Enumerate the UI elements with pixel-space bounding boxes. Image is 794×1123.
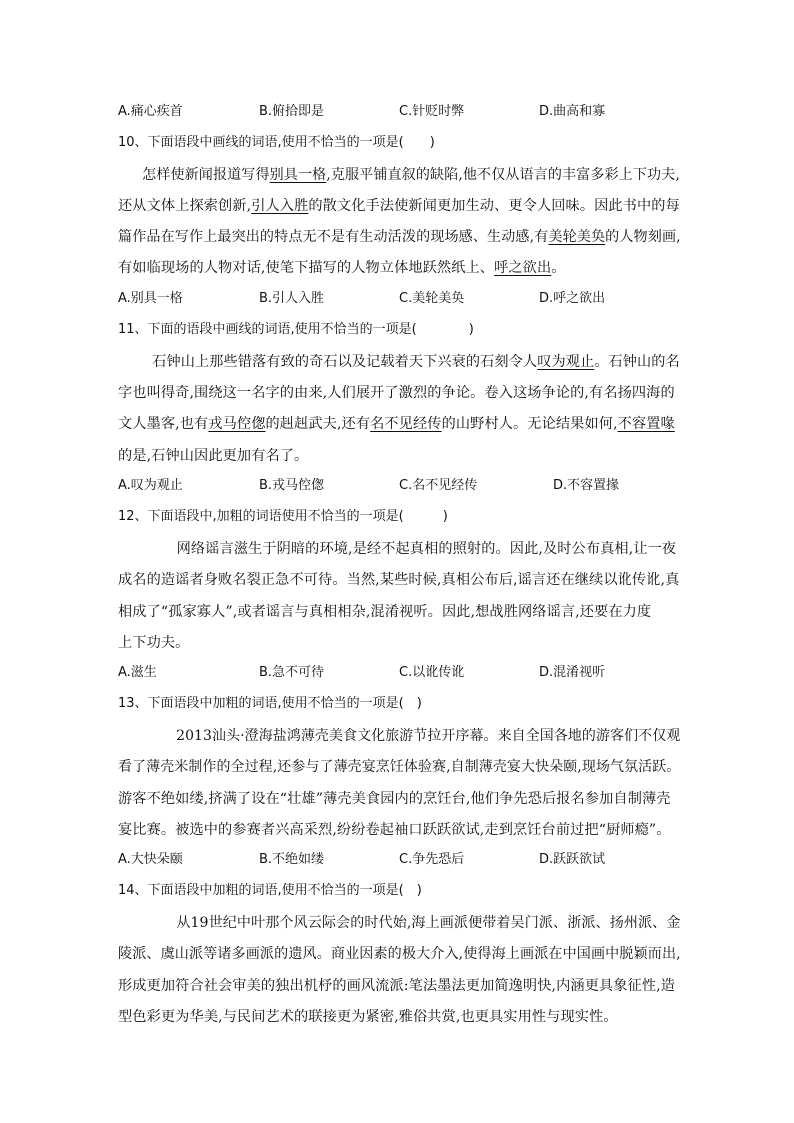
- q12-line-1: 网络谣言滋生于阴暗的环境,是经不起真相的照射的。因此,及时公布真相,让一夜: [148, 541, 677, 557]
- q14-line-4: 型色彩更为华美,与民间艺术的联接更为紧密,雅俗共赏,也更具实用性与现实性。: [118, 1009, 618, 1025]
- q13-stem: 13、下面语段中加粗的词语,使用不恰当的一项是( ): [118, 696, 422, 711]
- q10-underline-2: 引人入胜: [251, 198, 309, 214]
- q13-option-a: A.大快朵颐: [118, 852, 183, 867]
- q10-underline-4: 呼之欲出: [494, 260, 552, 276]
- q12-line-4: 上下功夫。: [118, 635, 190, 651]
- q12-stem: 12、下面语段中,加粗的词语使用不恰当的一项是( ): [118, 509, 448, 524]
- q13-option-c: C.争先恐后: [399, 852, 465, 867]
- q14-stem: 14、下面语段中加粗的词语,使用不恰当的一项是( ): [118, 883, 422, 898]
- q10-line-1: 怎样使新闻报道写得别具一格,克服平铺直叙的缺陷,他不仅从语言的丰富多彩上下功夫,: [128, 167, 680, 183]
- q10-underline-1: 别具一格: [269, 167, 327, 183]
- q10-option-d: D.呼之欲出: [539, 291, 606, 306]
- q12-option-d: D.混淆视听: [539, 665, 606, 680]
- q10-option-b: B.引人入胜: [259, 291, 325, 306]
- q11-underline-1: 叹为观止: [537, 354, 595, 370]
- q13-line-2: 看了薄壳米制作的全过程,还参与了薄壳宴烹饪体验赛,自制薄壳宴大快朵颐,现场气氛活跃。: [118, 759, 681, 775]
- q12-line-2: 成名的造谣者身败名裂正急不可待。当然,某些时候,真相公布后,谣言还在继续以讹传讹,真: [118, 572, 680, 588]
- q12-option-b: B.急不可待: [259, 665, 325, 680]
- q9-option-a: A.痛心疾首: [118, 104, 183, 119]
- q10-line-4: 有如临现场的人物对话,使笔下描写的人物立体地跃然纸上、呼之欲出。: [118, 260, 566, 276]
- q10-line-3: 篇作品在写作上最突出的特点无不是有生动活泼的现场感、生动感,有美轮美奂的人物刻画,: [118, 229, 681, 245]
- q10-option-a: A.别具一格: [118, 291, 183, 306]
- q13-line-1: 2013汕头·澄海盐鸿薄壳美食文化旅游节拉开序幕。来自全国各地的游客们不仅观: [148, 728, 681, 744]
- q9-option-c: C.针贬时弊: [399, 104, 465, 119]
- q11-underline-4: 不容置喙: [617, 416, 675, 432]
- q11-underline-2: 戎马倥偬: [208, 416, 266, 432]
- q13-line-3: 游客不绝如缕,挤满了设在“壮雄”薄壳美食园内的烹饪台,他们争先恐后报名参加自制薄壳: [118, 791, 671, 807]
- q11-line-3: 文人墨客,也有戎马倥偬的赳赳武夫,还有名不见经传的山野村人。无论结果如何,不容置喙: [118, 416, 675, 432]
- q11-option-d: D.不容置掾: [553, 478, 620, 493]
- q10-underline-3: 美轮美奂: [548, 229, 606, 245]
- q13-option-d: D.跃跃欲试: [539, 852, 606, 867]
- q13-line-4: 宴比赛。被选中的参赛者兴高采烈,纷纷卷起袖口跃跃欲试,走到烹饪台前过把“厨师瘾”。: [118, 822, 671, 838]
- q14-line-1: 从19世纪中叶那个风云际会的时代始,海上画派便带着吴门派、浙派、扬州派、金: [148, 915, 681, 931]
- q12-line-3: 相成了“孤家寡人”,或者谣言与真相相杂,混淆视听。因此,想战胜网络谣言,还要在力度: [118, 604, 652, 620]
- q11-underline-3: 名不见经传: [370, 416, 442, 432]
- q12-option-c: C.以讹传讹: [399, 665, 465, 680]
- q9-option-d: D.曲高和寡: [539, 104, 606, 119]
- q11-option-b: B.戎马倥偬: [259, 478, 325, 493]
- q11-option-c: C.名不见经传: [399, 478, 478, 493]
- q11-line-4: 的是,石钟山因此更加有名了。: [118, 448, 309, 464]
- q9-option-b: B.俯拾即是: [259, 104, 325, 119]
- q14-line-2: 陵派、虞山派等诸多画派的遗风。商业因素的极大介入,使得海上画派在中国画中脱颖而出,: [118, 946, 681, 962]
- q11-option-a: A.叹为观止: [118, 478, 183, 493]
- q14-line-3: 形成更加符合社会审美的独出机杼的画风流派:笔法墨法更加简逸明快,内涵更具象征性,造: [118, 978, 676, 994]
- q11-line-2: 字也叫得奇,围绕这一名字的由来,人们展开了激烈的争论。卷入这场争论的,有名扬四海的: [118, 385, 675, 401]
- q13-option-b: B.不绝如缕: [259, 852, 325, 867]
- q10-line-2: 还从文体上探索创新,引人入胜的散文化手法使新闻更加生动、更令人回味。因此书中的每: [118, 198, 680, 214]
- q11-line-1: 石钟山上那些错落有致的奇石以及记载着天下兴衰的石刻令人叹为观止。石钟山的名: [138, 354, 680, 370]
- q12-option-a: A.滋生: [118, 665, 157, 680]
- q10-option-c: C.美轮美奂: [399, 291, 465, 306]
- q10-stem: 10、下面语段中画线的词语,使用不恰当的一项是( ): [118, 135, 435, 150]
- q11-stem: 11、下面的语段中画线的词语,使用不恰当的一项是( ): [118, 322, 474, 337]
